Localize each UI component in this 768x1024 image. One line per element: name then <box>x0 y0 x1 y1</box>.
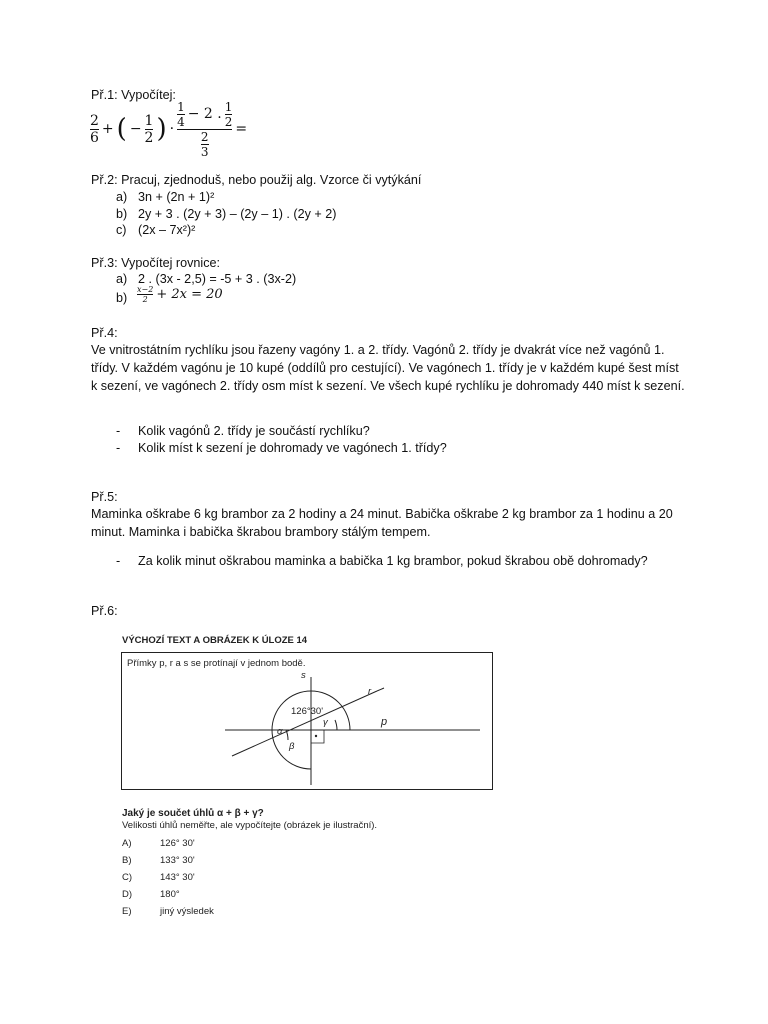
ex6-figure-frame <box>121 652 493 790</box>
ex5-title: Př.5: <box>91 490 118 504</box>
ex6-option-c-letter: C) <box>122 872 133 883</box>
ex1-bn-b-num: 1 <box>224 99 233 114</box>
ex1-bn-a-den: 4 <box>177 114 185 129</box>
ex6-option-a[interactable] <box>122 838 322 852</box>
ex6-label-beta: β <box>289 741 295 752</box>
ex6-option-b-letter: B) <box>122 855 132 866</box>
ex6-option-a-letter: A) <box>122 838 132 849</box>
ex6-label-p: p <box>381 716 388 728</box>
ex4-text: Ve vnitrostátním rychlíku jsou řazeny vagóny 1. a 2. třídy. Vagónů 2. třídy je dvakrát více než vagónů 1. třídy. V každém vagónu je 10 kupé (oddílů pro cestující). Ve vagónech 1. třídy je v každém kupé šest míst k sezení, ve vagónech 2. třídy osm míst k sezení. Ve všech kupé rychlíku je dohromady 440 míst k sezení. <box>91 343 685 393</box>
ex1-bd-den: 3 <box>200 144 209 159</box>
ex3-b-rest: + 2x = 20 <box>156 287 223 302</box>
ex6-angle-label: 126°30' <box>291 706 324 717</box>
ex1-bn-a-num: 1 <box>177 99 185 114</box>
ex4-bullet-1: - <box>116 424 121 438</box>
ex1-bn-mid: − 2 . <box>187 106 222 122</box>
ex4-question-2: Kolik míst k sezení je dohromady ve vagónech 1. třídy? <box>138 441 447 455</box>
ex1-f1-num: 2 <box>90 112 99 129</box>
ex2-title: Př.2: Pracuj, zjednoduš, nebo použij alg. Vzorce či vytýkání <box>91 173 422 187</box>
ex1-paren-close: ) <box>156 114 167 144</box>
right-angle-marker <box>311 730 324 743</box>
ex2-item-b-text: 2y + 3 . (2y + 3) – (2y – 1) . (2y + 2) <box>138 207 337 221</box>
ex1-fraction-2 <box>145 113 154 146</box>
ex3-a-letter: a) <box>116 272 128 286</box>
ex6-question: Jaký je součet úhlů α + β + γ? <box>122 808 264 819</box>
line-r-high <box>377 688 384 691</box>
ex6-note: Velikosti úhlů neměřte, ale vypočítejte (obrázek je ilustrační). <box>122 820 378 831</box>
ex1-dot: · <box>169 121 175 137</box>
ex5-bullet: - <box>116 554 121 568</box>
ex6-label-gamma: γ <box>323 717 328 728</box>
ex6-diagram <box>122 653 492 789</box>
ex6-title: Př.6: <box>91 604 118 618</box>
ex6-label-s: s <box>301 670 306 681</box>
ex1-f1-den: 6 <box>90 129 99 146</box>
line-r-low <box>232 691 377 756</box>
ex3-b-letter: b) <box>116 291 128 305</box>
ex6-option-e[interactable] <box>122 906 322 920</box>
ex6-label-r: r <box>368 686 372 697</box>
ex2-item-c-text: (2x – 7x²)² <box>138 223 196 237</box>
ex2-item-b-letter: b) <box>116 207 128 221</box>
ex6-option-e-value: jiný výsledek <box>160 906 214 917</box>
ex1-bd-num: 2 <box>200 129 209 144</box>
ex6-intro: Přímky p, r a s se protínají v jednom bodě. <box>127 658 306 669</box>
ex4-question-1: Kolik vagónů 2. třídy je součástí rychlíku? <box>138 424 370 438</box>
ex1-title: Př.1: Vypočítej: <box>91 88 176 102</box>
ex6-label-alpha: α <box>277 726 283 737</box>
ex3-b-den: 2 <box>142 295 148 304</box>
ex3-a-text: 2 . (3x - 2,5) = -5 + 3 . (3x-2) <box>138 272 297 286</box>
ex5-question: Za kolik minut oškrabou maminka a babička 1 kg brambor, pokud škrabou obě dohromady? <box>138 554 648 568</box>
ex6-options <box>122 838 322 918</box>
ex2-item-c-letter: c) <box>116 223 127 237</box>
ex6-option-d[interactable] <box>122 889 322 903</box>
ex6-option-b-value: 133° 30' <box>160 855 195 866</box>
ex1-expression <box>90 101 247 157</box>
ex1-big-fraction <box>177 100 232 159</box>
ex1-minus: − <box>129 121 142 137</box>
ex1-plus: + <box>101 121 114 137</box>
ex2-item-a-text: 3n + (2n + 1)² <box>138 190 215 204</box>
ex3-title: Př.3: Vypočítej rovnice: <box>91 256 221 270</box>
ex1-fraction-1 <box>90 113 99 146</box>
ex3-b-num: x−2 <box>137 285 154 294</box>
ex1-paren-open: ( <box>116 114 127 144</box>
right-angle-dot <box>315 735 317 737</box>
ex1-f2-den: 2 <box>144 129 154 146</box>
ex6-option-a-value: 126° 30' <box>160 838 195 849</box>
ex6-option-d-value: 180° <box>160 889 180 900</box>
ex6-option-c-value: 143° 30' <box>160 872 195 883</box>
ex4-title: Př.4: <box>91 326 118 340</box>
ex6-option-e-letter: E) <box>122 906 132 917</box>
ex6-option-b[interactable] <box>122 855 322 869</box>
ex4-bullet-2: - <box>116 441 121 455</box>
ex1-f2-num: 1 <box>144 112 154 129</box>
ex3-b-equation <box>137 285 223 304</box>
ex6-option-c[interactable] <box>122 872 322 886</box>
ex6-header: VÝCHOZÍ TEXT A OBRÁZEK K ÚLOZE 14 <box>122 635 308 646</box>
arc-gamma <box>335 720 337 730</box>
ex2-item-a-letter: a) <box>116 190 128 204</box>
ex5-text: Maminka oškrabe 6 kg brambor za 2 hodiny a 24 minut. Babička oškrabe 2 kg brambor za 1 hodinu a 20 minut. Maminka i babička škrabou brambory stálým tempem. <box>91 507 673 539</box>
ex1-equals: = <box>235 121 248 137</box>
ex1-bn-b-den: 2 <box>224 114 233 129</box>
ex6-option-d-letter: D) <box>122 889 133 900</box>
